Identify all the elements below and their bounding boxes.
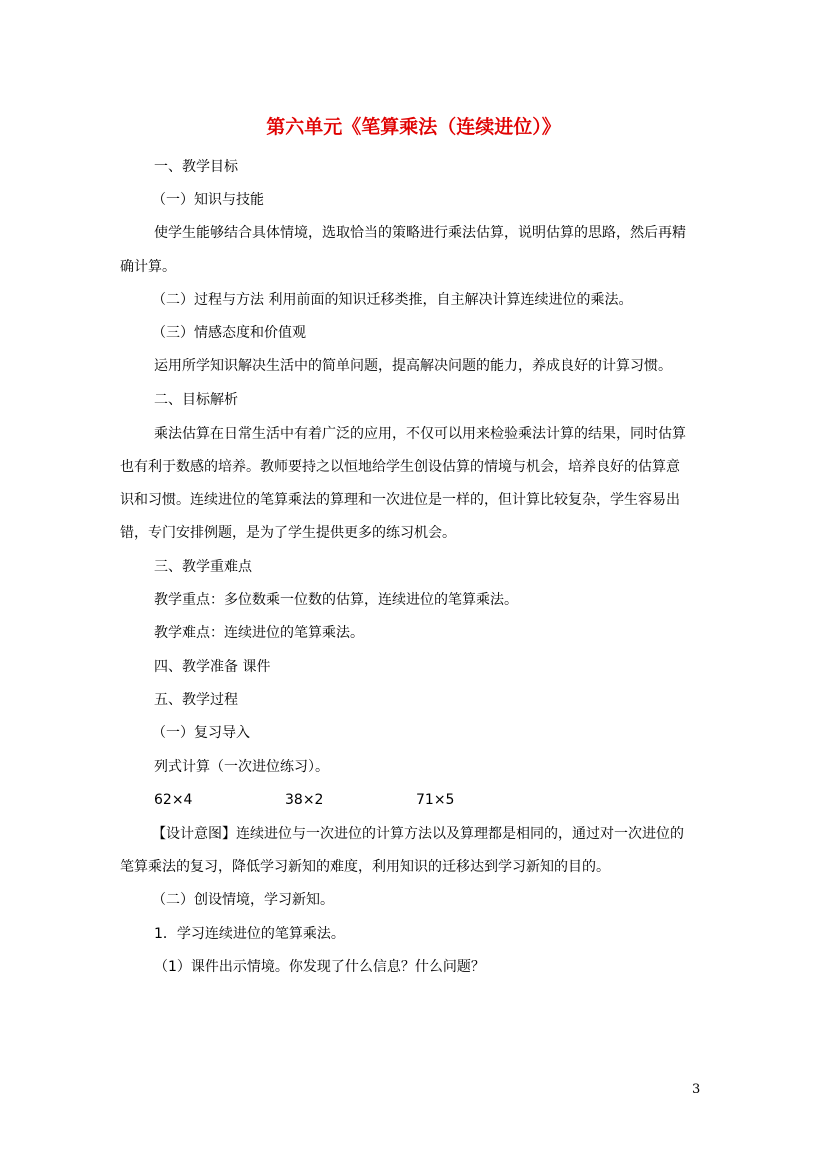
paragraph-line: 乘法估算在日常生活中有着广泛的应用，不仅可以用来检验乘法计算的结果，同时估算 (154, 426, 686, 442)
calc-exercise: 71×5 (416, 792, 455, 808)
paragraph-line: （1）课件出示情境。你发现了什么信息？什么问题？ (154, 959, 485, 975)
document-title: 第六单元《笔算乘法（连续进位）》 (266, 116, 561, 138)
subheading-knowledge-skills: （一）知识与技能 (152, 192, 264, 208)
paragraph-line: 【设计意图】连续进位与一次进位的计算方法以及算理都是相同的，通过对一次进位的 (152, 826, 684, 842)
subheading-new-knowledge: （二）创设情境，学习新知。 (152, 892, 334, 908)
section-heading-analysis: 二、目标解析 (154, 392, 238, 408)
calc-exercise: 62×4 (154, 792, 193, 808)
paragraph-line: 列式计算（一次进位练习）。 (154, 759, 329, 775)
paragraph-line: 运用所学知识解决生活中的简单问题，提高解决问题的能力，养成良好的计算习惯。 (154, 358, 672, 374)
paragraph-line: 错，专门安排例题，是为了学生提供更多的练习机会。 (120, 525, 456, 541)
page-number: 3 (692, 1082, 701, 1097)
section-heading-objectives: 一、教学目标 (154, 159, 238, 175)
section-heading-key-points: 三、教学重难点 (154, 559, 252, 575)
subheading-review: （一）复习导入 (152, 725, 250, 741)
paragraph-line: 教学重点：多位数乘一位数的估算，连续进位的笔算乘法。 (154, 592, 518, 608)
section-heading-preparation: 四、教学准备 课件 (154, 659, 271, 675)
paragraph-line: 识和习惯。连续进位的笔算乘法的算理和一次进位是一样的，但计算比较复杂，学生容易出 (120, 492, 680, 508)
paragraph-line: 也有利于数感的培养。教师要持之以恒地给学生创设估算的情境与机会，培养良好的估算意 (120, 459, 680, 475)
paragraph-line: 笔算乘法的复习，降低学习新知的难度，利用知识的迁移达到学习新知的目的。 (120, 859, 610, 875)
calc-exercise: 38×2 (285, 792, 324, 808)
paragraph-line: 使学生能够结合具体情境，选取恰当的策略进行乘法估算，说明估算的思路，然后再精 (154, 225, 686, 241)
paragraph-line: 教学难点：连续进位的笔算乘法。 (154, 625, 364, 641)
paragraph-line: 1．学习连续进位的笔算乘法。 (154, 926, 345, 942)
subheading-attitude-values: （三）情感态度和价值观 (152, 325, 306, 341)
section-heading-process: 五、教学过程 (154, 692, 238, 708)
paragraph-line: 确计算。 (120, 259, 176, 275)
subheading-process-method: （二）过程与方法 利用前面的知识迁移类推，自主解决计算连续进位的乘法。 (152, 292, 633, 308)
